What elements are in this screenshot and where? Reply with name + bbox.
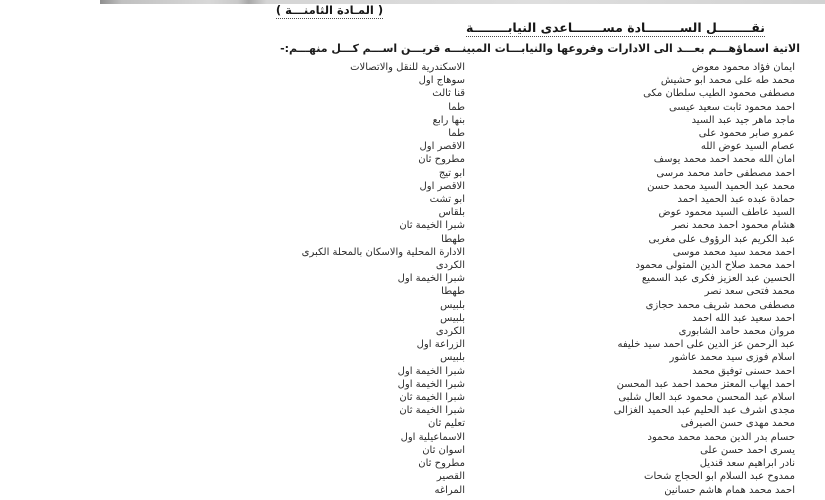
destination-cell: شبرا الخيمة ثان	[399, 392, 465, 404]
prosecutor-name-cell: احمد سعيد عبد الله احمد	[692, 312, 795, 324]
prosecutor-name-cell: محمد مهدى حسن الصيرفى	[680, 418, 795, 430]
table-row	[0, 101, 795, 114]
destination-cell: طما	[448, 128, 465, 140]
destination-cell: شبرا الخيمة اول	[397, 273, 465, 285]
prosecutor-name-cell: احمد ايهاب المعتز محمد احمد عبد المحسن	[616, 378, 795, 390]
destination-cell: الاسكندرية للنقل والاتصالات	[350, 62, 465, 73]
prosecutor-name-cell: احمد حسنى توفيق محمد	[692, 365, 795, 377]
destination-cell: طهطا	[441, 286, 465, 298]
prosecutor-name-cell: يسرى احمد حسن على	[700, 444, 795, 456]
destination-cell: الادارة المحلية والاسكان بالمحلة الكبرى	[301, 246, 465, 258]
table-row	[0, 417, 795, 430]
destination-cell: بلبيس	[440, 312, 465, 324]
table-row	[0, 206, 795, 219]
prosecutor-name-cell: نادر ابراهيم سعد قنديل	[699, 458, 795, 470]
prosecutor-name-cell: احمد محمد صلاح الدين المتولى محمود	[635, 260, 795, 272]
prosecutor-name-cell: حسام بدر الدين محمد محمد محمود	[647, 431, 795, 443]
table-row	[0, 378, 795, 391]
table-row	[0, 325, 795, 338]
destination-cell: ابو تيج	[438, 167, 465, 179]
prosecutor-name-cell: مجدى اشرف عبد الحليم عبد الحميد الغزالى	[613, 405, 795, 417]
destination-cell: شبرا الخيمة اول	[397, 365, 465, 377]
destination-cell: تعليم ثان	[428, 418, 465, 430]
destination-cell: اسوان ثان	[422, 444, 465, 456]
table-row	[0, 127, 795, 140]
table-row	[0, 114, 795, 127]
prosecutor-name-cell: مصطفى محمود الطيب سلطان مكى	[643, 88, 795, 100]
table-row	[0, 365, 795, 378]
destination-cell: طما	[448, 101, 465, 113]
table-row	[0, 259, 795, 272]
prosecutor-name-cell: اسلام عبد المحسن محمود عبد العال شلبى	[618, 392, 795, 404]
table-row	[0, 484, 795, 497]
prosecutor-name-cell: احمد محمود ثابت سعيد عيسى	[668, 101, 795, 113]
prosecutor-name-cell: مروان محمد حامد الشابورى	[678, 326, 795, 338]
prosecutor-name-cell: مصطفى محمد شريف محمد حجازى	[645, 299, 795, 311]
destination-cell: مطروح ثان	[418, 458, 465, 470]
destination-cell: بلقاس	[438, 207, 465, 219]
table-row	[0, 299, 795, 312]
destination-cell: الاسماعيلية اول	[400, 431, 465, 443]
table-row	[0, 219, 795, 232]
prosecutor-name-cell: عمرو صابر محمود على	[698, 128, 795, 140]
table-row	[0, 233, 795, 246]
table-row	[0, 272, 795, 285]
destination-cell: القصير	[436, 471, 465, 483]
transfer-heading	[0, 20, 825, 37]
destination-cell: سوهاج اول	[418, 75, 465, 87]
table-row	[0, 61, 795, 74]
prosecutor-name-cell: احمد محمد سيد محمد موسى	[672, 246, 795, 258]
prosecutor-name-cell: ايمان فؤاد محمود معوض	[691, 62, 795, 73]
destination-cell: طهطا	[441, 233, 465, 245]
table-row	[0, 246, 795, 259]
destination-cell: شبرا الخيمة ثان	[399, 220, 465, 232]
prosecutor-name-cell: محمد عبد الحميد السيد محمد حسن	[647, 180, 795, 192]
table-row	[0, 431, 795, 444]
destination-cell: بلبيس	[440, 299, 465, 311]
destination-cell: الاقصر اول	[419, 180, 465, 192]
table-row	[0, 351, 795, 364]
prosecutor-name-cell: عصام السيد عوض الله	[700, 141, 795, 153]
table-row	[0, 140, 795, 153]
table-row	[0, 338, 795, 351]
table-row	[0, 444, 795, 457]
document-body	[0, 3, 825, 497]
table-row	[0, 312, 795, 325]
table-row	[0, 180, 795, 193]
table-row	[0, 193, 795, 206]
article-title	[0, 3, 742, 19]
destination-cell: ابو تشت	[429, 194, 465, 206]
prosecutor-name-cell: السيد عاطف السيد محمود عوض	[658, 207, 795, 219]
destination-cell: الاقصر اول	[419, 141, 465, 153]
table-row	[0, 153, 795, 166]
prosecutor-name-cell: ممدوح عبد السلام ابو الحجاج شحات	[644, 471, 795, 483]
prosecutor-name-cell: احمد مصطفى حامد محمد مرسى	[656, 167, 795, 179]
prosecutor-name-cell: اسلام فوزى سيد محمد عاشور	[669, 352, 795, 364]
prosecutor-name-cell: هشام محمود احمد محمد نصر	[671, 220, 795, 232]
document-header	[0, 3, 825, 55]
table-row	[0, 404, 795, 417]
prosecutor-name-cell: ماجد ماهر جيد عبد السيد	[691, 114, 795, 126]
article-title-text: ( المـادة الثامنـــة )	[275, 3, 384, 17]
destination-cell: الزراعة اول	[416, 339, 465, 351]
destination-cell: الكردى	[435, 260, 465, 272]
destination-cell: بلبيس	[440, 352, 465, 364]
prosecutor-name-cell: حمادة عبده عبد الحميد احمد	[677, 194, 795, 206]
table-row	[0, 391, 795, 404]
prosecutor-name-cell: امان الله محمد احمد محمد يوسف	[653, 154, 795, 166]
table-row	[0, 457, 795, 470]
prosecutor-name-cell: الحسين عبد العزيز فكرى عبد السميع	[641, 273, 795, 285]
table-row	[0, 74, 795, 87]
table-row	[0, 167, 795, 180]
table-row	[0, 285, 795, 298]
destination-cell: قنا ثالث	[432, 88, 465, 100]
destination-cell: شبرا الخيمة اول	[397, 378, 465, 390]
destination-cell: بنها رابع	[432, 114, 465, 126]
prosecutor-name-cell: محمد طه على محمد ابو حشيش	[660, 75, 795, 87]
destination-cell: الكردى	[435, 326, 465, 338]
prosecutor-name-cell: عبد الرحمن عز الدين على احمد سيد خليفه	[617, 339, 795, 351]
prosecutor-name-cell: عبد الكريم عبد الرؤوف على مغربى	[648, 233, 795, 245]
destination-cell: مطروح ثان	[418, 154, 465, 166]
table-row	[0, 470, 795, 483]
table-row	[0, 87, 795, 100]
intro-text: الاتية اسماؤهـــم بعـــد الى الادارات وفروعها والنيابـــات المبينـــه قريـــن اســـم كـــل منهـــم:-	[280, 42, 800, 55]
prosecutor-name-cell: محمد فتحى سعد نصر	[704, 286, 795, 298]
destination-cell: شبرا الخيمة ثان	[399, 405, 465, 417]
prosecutor-name-cell: احمد محمد همام هاشم حسانين	[664, 484, 795, 496]
transfer-list	[0, 61, 825, 497]
transfer-heading-text: نقــــــــل الســــــــادة مســـــــاعدى النيابــــــــة	[465, 20, 765, 35]
destination-cell: المراغه	[434, 484, 465, 496]
